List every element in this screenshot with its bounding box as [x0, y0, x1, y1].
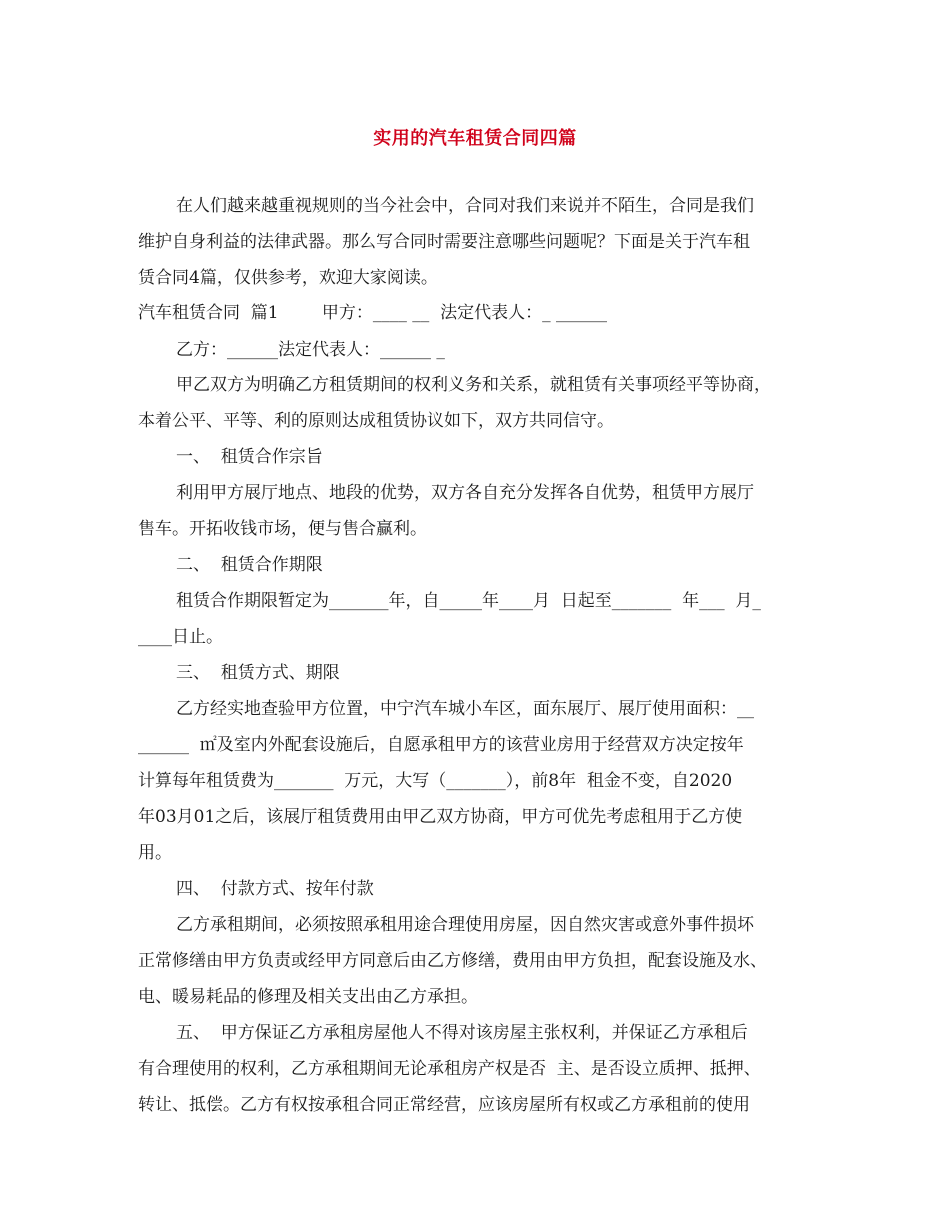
paragraph-line: 乙方承租期间，必须按照承租用途合理使用房屋，因自然灾害或意外事件损坏: [176, 915, 754, 935]
paragraph-line: 赁合同4篇，仅供参考，欢迎大家阅读。: [138, 268, 438, 288]
paragraph-line: 有合理使用的权利，乙方承租期间无论承租房产权是否 主、是否设立质押、抵押、: [138, 1059, 761, 1079]
paragraph-line: 维护自身利益的法律武器。那么写合同时需要注意哪些问题呢？下面是关于汽车租: [138, 232, 750, 252]
paragraph-line: ______ ㎡及室内外配套设施后，自愿承租甲方的该营业房用于经营双方决定按年: [138, 735, 744, 755]
paragraph-line: 甲乙双方为明确乙方租赁期间的权利义务和关系，就租赁有关事项经平等协商，: [176, 375, 771, 395]
section-heading: 一、 租赁合作宗旨: [176, 447, 323, 467]
section-heading: 四、 付款方式、按年付款: [176, 879, 374, 899]
paragraph-line: 利用甲方展厅地点、地段的优势，双方各自充分发挥各自优势，租赁甲方展厅: [176, 483, 754, 503]
paragraph-line: 用。: [138, 843, 172, 863]
section-heading: 二、 租赁合作期限: [176, 555, 323, 575]
paragraph-line: 本着公平、平等、利的原则达成租赁协议如下，双方共同信守。: [138, 411, 614, 431]
paragraph-line: 售车。开拓收钱市场，便与售合赢利。: [138, 519, 427, 539]
party-b-line: 乙方：______法定代表人：______ _: [176, 340, 445, 360]
paragraph-line: 电、暖易耗品的修理及相关支出由乙方承担。: [138, 987, 478, 1007]
paragraph-line: 计算每年租赁费为_______ 万元，大写（_______），前8年 租金不变，自2020: [138, 771, 733, 791]
paragraph-line: ____日止。: [138, 627, 223, 647]
paragraph-line: 在人们越来越重视规则的当今社会中，合同对我们来说并不陌生，合同是我们: [176, 196, 754, 216]
document-title: 实用的汽车租赁合同四篇: [373, 128, 577, 149]
paragraph-line: 年03月01之后，该展厅租赁费用由甲乙双方协商，甲方可优先考虑租用于乙方使: [138, 807, 743, 827]
paragraph-line: 乙方经实地查验甲方位置，中宁汽车城小车区，面东展厅、展厅使用面积：__: [176, 699, 754, 719]
paragraph-line: 转让、抵偿。乙方有权按承租合同正常经营，应该房屋所有权或乙方承租前的使用: [138, 1095, 750, 1115]
contract-header-line: 汽车租赁合同 篇1 甲方：____ __ 法定代表人：_ ______: [138, 303, 607, 323]
paragraph-line: 租赁合作期限暂定为_______年，自_____年____月 日起至_______ 年___ 月_: [176, 591, 761, 611]
paragraph-line: 正常修缮由甲方负责或经甲方同意后由乙方修缮，费用由甲方负担，配套设施及水、: [138, 951, 767, 971]
section-heading: 五、 甲方保证乙方承租房屋他人不得对该房屋主张权利，并保证乙方承租后: [176, 1023, 748, 1043]
section-heading: 三、 租赁方式、期限: [176, 663, 340, 683]
